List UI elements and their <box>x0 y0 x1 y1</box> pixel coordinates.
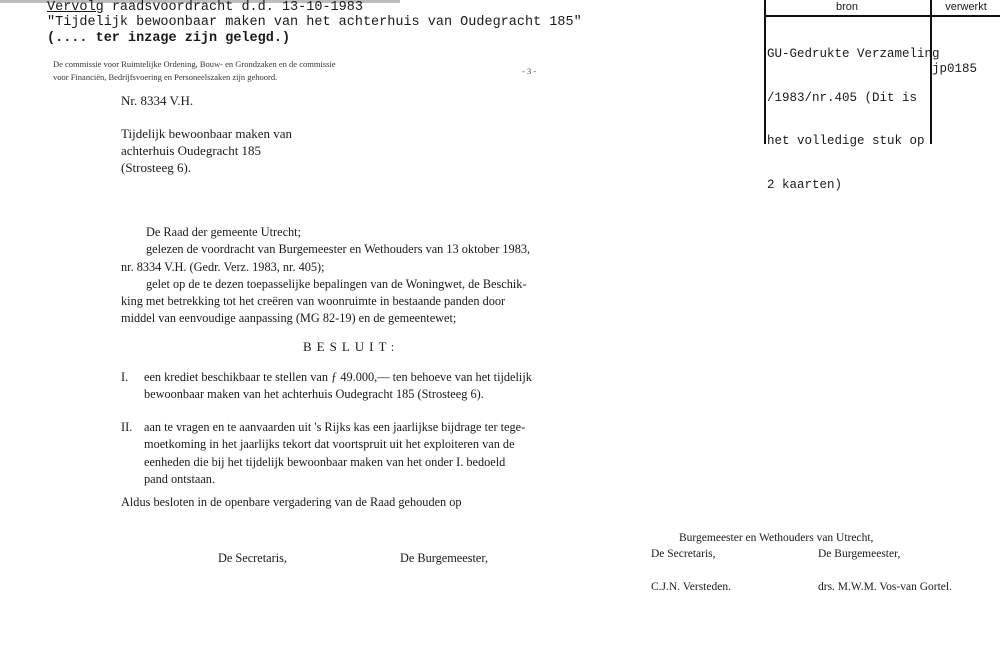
bw-secretaris-name: C.J.N. Versteden. <box>651 581 731 593</box>
item-line: bewoonbaar maken van het achterhuis Oudegracht 185 (Strosteeg 6). <box>144 387 484 402</box>
header-line-2: "Tijdelijk bewoonbaar maken van het achterhuis van Oudegracht 185" <box>47 15 582 30</box>
preamble <box>121 224 530 328</box>
table-border-left <box>764 0 766 144</box>
item-line: moetkoming in het jaarlijks tekort dat voortspruit uit het exploiteren van de <box>144 437 515 452</box>
item-line: een krediet beschikbaar te stellen van ƒ 49.000,— ten behoeve van het tijdelijk <box>144 370 532 384</box>
bron-line: GU-Gedrukte Verzameling <box>767 47 940 61</box>
subject-line: achterhuis Oudegracht 185 <box>121 143 262 158</box>
item-number: II. <box>121 420 133 434</box>
item-number: I. <box>121 370 129 384</box>
column-header-bron: bron <box>835 1 859 13</box>
preamble-line: De Raad der gemeente Utrecht; <box>146 225 302 239</box>
header-line-1-rest: raadsvoordracht d.d. 13-10-1983 <box>103 0 363 15</box>
preamble-line: king met betrekking tot het creëren van woonruimte in bestaande panden door <box>121 294 506 309</box>
header-line-3: (.... ter inzage zijn gelegd.) <box>47 31 291 46</box>
commissie-line-2: voor Financiën, Bedrijfsvoering en Personeelszaken zijn gehoord. <box>53 72 278 82</box>
bron-cell <box>767 18 940 221</box>
page-number: - 3 - <box>522 66 537 76</box>
bw-burgemeester-name: drs. M.W.M. Vos-van Gortel. <box>818 581 952 593</box>
document-subject <box>121 125 292 176</box>
item-text <box>144 419 525 488</box>
bron-line: 2 kaarten) <box>767 177 843 192</box>
bw-burgemeester-label: De Burgemeester, <box>818 548 901 560</box>
besluit-heading: BESLUIT: <box>303 339 400 354</box>
preamble-line: middel van eenvoudige aanpassing (MG 82-19) en de gemeentewet; <box>121 311 457 326</box>
document-number: Nr. 8334 V.H. <box>121 93 194 108</box>
preamble-line: nr. 8334 V.H. (Gedr. Verz. 1983, nr. 405); <box>121 259 325 274</box>
raad-secretaris-label: De Secretaris, <box>218 551 287 565</box>
item-line: eenheden die bij het tijdelijk bewoonbaar maken van het onder I. bedoeld <box>144 454 506 469</box>
column-header-verwerkt: verwerkt <box>945 1 987 13</box>
preamble-line: gelezen de voordracht van Burgemeester en Wethouders van 13 oktober 1983, <box>146 242 531 257</box>
closing-line: Aldus besloten in de openbare vergadering van de Raad gehouden op <box>121 495 462 509</box>
registration-table <box>764 0 1000 192</box>
bw-heading: Burgemeester en Wethouders van Utrecht, <box>679 532 874 544</box>
commissie-note <box>53 58 336 84</box>
raad-burgemeester-label: De Burgemeester, <box>400 551 489 565</box>
header-vervolg: Vervolg <box>47 0 104 15</box>
preamble-line: gelet op de te dezen toepasselijke bepalingen van de Woningwet, de Beschik- <box>146 276 527 291</box>
bron-line: het volledige stuk op <box>767 134 925 148</box>
bw-secretaris-label: De Secretaris, <box>651 548 716 560</box>
bron-line: /1983/nr.405 (Dit is <box>767 90 918 105</box>
item-line: aan te vragen en te aanvaarden uit 's Rijks kas een jaarlijkse bijdrage ter tege- <box>144 420 526 434</box>
subject-line: Tijdelijk bewoonbaar maken van <box>121 126 293 141</box>
item-text <box>144 369 532 404</box>
verwerkt-cell: jp0185 <box>932 62 978 76</box>
header-line-1 <box>47 0 363 15</box>
item-line: pand ontstaan. <box>144 471 216 486</box>
commissie-line-1: De commissie voor Ruimtelijke Ordening, Bouw- en Grondzaken en de commissie <box>53 59 336 69</box>
subject-line: (Strosteeg 6). <box>121 160 192 175</box>
table-header-divider <box>764 15 1000 17</box>
